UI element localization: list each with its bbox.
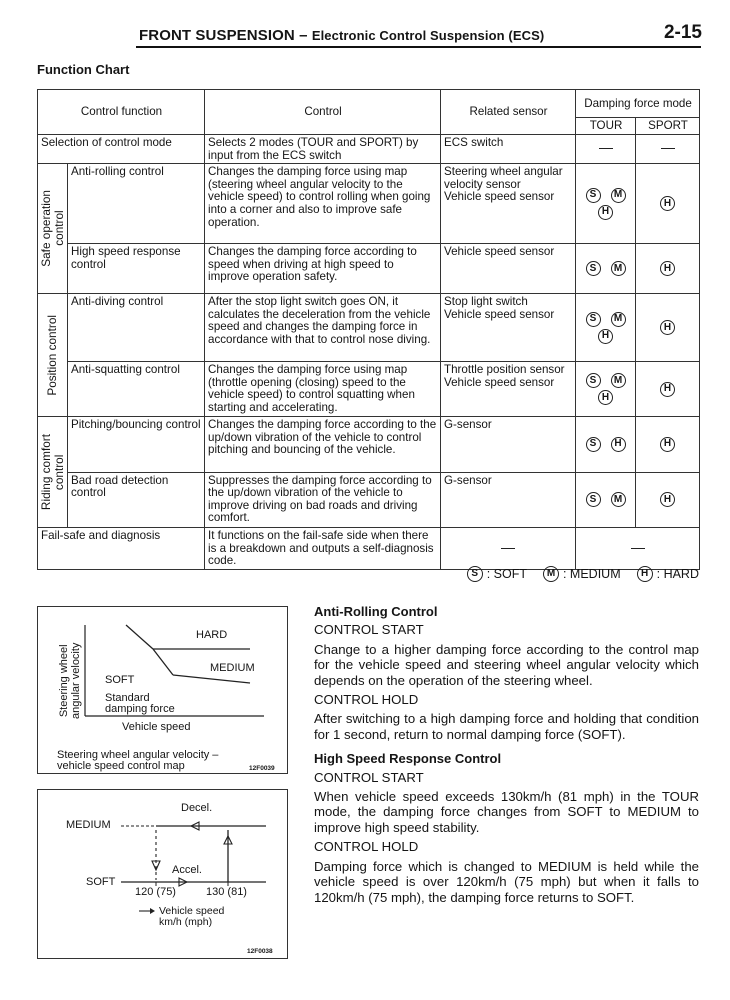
fig2-accel-label: Accel. (172, 864, 202, 876)
table-row (38, 528, 700, 570)
anti-rolling-start-text: Change to a higher damping force according to the control map for the vehicle speed and steering wheel angular velocity which depends on the operation of the steering wheel. (314, 641, 699, 688)
header-title-sub: Electronic Control Suspension (ECS) (311, 28, 545, 43)
high-speed-figure (37, 789, 288, 959)
row-tour-mode (576, 417, 636, 473)
soft-mark: S (586, 492, 601, 507)
hard-mark: H (660, 382, 675, 397)
row-control: Changes the damping force using map (steering wheel angular velocity to the vehicle speed) to control rolling when going into a corner and also to improve safe operation. (205, 164, 441, 244)
row-tour-mode (576, 294, 636, 362)
row-sensor: Vehicle speed sensor (441, 244, 576, 294)
soft-mark: S (586, 437, 601, 452)
fig1-y-label: Steering wheel angular velocity (58, 642, 82, 719)
group-label: Riding comfort control (38, 434, 66, 511)
fig2-x-label-2: km/h (mph) (159, 916, 213, 928)
fig1-standard-label: Standard (105, 692, 150, 704)
soft-mark: S (467, 566, 483, 582)
fig1-soft-label: SOFT (105, 674, 135, 686)
group-riding-comfort (38, 417, 68, 528)
table-row (38, 244, 700, 294)
table-row (38, 164, 700, 244)
group-label: Position control (45, 314, 59, 396)
anti-rolling-hold-caption: CONTROL HOLD (314, 692, 419, 708)
medium-mark: M (543, 566, 559, 582)
hard-mark: H (637, 566, 653, 582)
row-control: Changes the damping force using map (throttle opening (closing) speed to the vehicle speed) to control squatting when starting and accelerating. (205, 362, 441, 417)
row-sensor: Stop light switch Vehicle speed sensor (441, 294, 576, 362)
fig2-code: 12F0038 (247, 948, 273, 955)
high-speed-hold-caption: CONTROL HOLD (314, 839, 419, 855)
hard-mark: H (598, 329, 613, 344)
medium-mark: M (611, 312, 626, 327)
row-sport-mode (636, 164, 700, 244)
hard-mark: H (660, 196, 675, 211)
dash-mark (631, 548, 645, 549)
header-rule (136, 46, 701, 48)
row-sensor: Throttle position sensor Vehicle speed sensor (441, 362, 576, 417)
fig2-x2-label: 130 (81) (206, 886, 247, 898)
header-title (139, 27, 544, 44)
function-chart-table (37, 89, 700, 570)
group-label: Safe operation control (38, 190, 66, 268)
fig1-code: 12F0039 (249, 765, 275, 772)
medium-mark: M (611, 261, 626, 276)
high-speed-diagram (38, 790, 289, 960)
row-function: Anti-rolling control (68, 164, 205, 244)
header-related-sensor: Related sensor (441, 90, 576, 135)
soft-mark: S (586, 261, 601, 276)
row-tour-mode (576, 362, 636, 417)
row-sensor: G-sensor (441, 417, 576, 473)
dash-mark (501, 548, 515, 549)
description-column (314, 604, 699, 909)
row-control: Selects 2 modes (TOUR and SPORT) by input from the ECS switch (205, 135, 441, 164)
medium-mark: M (611, 188, 626, 203)
fig1-hard-label: HARD (196, 629, 228, 641)
soft-mark: S (586, 312, 601, 327)
header-title-dash: – (299, 27, 308, 44)
row-control: Suppresses the damping force according to the up/down vibration of the vehicle to improve driving on bad roads and driving comfort. (205, 472, 441, 528)
header-sport: SPORT (636, 118, 700, 135)
medium-mark: M (611, 373, 626, 388)
table-row (38, 417, 700, 473)
section-title: Function Chart (37, 62, 130, 77)
hard-mark: H (660, 261, 675, 276)
row-sensor: G-sensor (441, 472, 576, 528)
header-damping-force-mode: Damping force mode (576, 90, 700, 118)
high-speed-start-text: When vehicle speed exceeds 130km/h (81 mph) in the TOUR mode, the damping force changes from SOFT to MEDIUM to improve high speed stability. (314, 789, 699, 835)
table-header-row (38, 90, 700, 118)
row-function: Bad road detection control (68, 472, 205, 528)
soft-mark: S (586, 373, 601, 388)
soft-mark: S (586, 188, 601, 203)
row-tour-mode (576, 135, 636, 164)
legend-hard: : HARD (656, 567, 699, 581)
row-tour-mode (576, 472, 636, 528)
fig1-caption-2: vehicle speed control map (57, 760, 185, 772)
page-number: 2-15 (663, 22, 702, 43)
row-sport-mode (636, 362, 700, 417)
anti-rolling-start-caption: CONTROL START (314, 622, 424, 638)
group-safe-operation (38, 164, 68, 294)
fig2-x-label-1: Vehicle speed (159, 905, 225, 917)
row-function: Fail-safe and diagnosis (38, 528, 205, 570)
legend-soft: : SOFT (486, 567, 527, 581)
table-row (38, 294, 700, 362)
table-row (38, 135, 700, 164)
header-tour: TOUR (576, 118, 636, 135)
hard-mark: H (598, 390, 613, 405)
row-control: After the stop light switch goes ON, it calculates the deceleration from the vehicle speed and changes the damping force in accordance with that to control nose diving. (205, 294, 441, 362)
row-function: Anti-diving control (68, 294, 205, 362)
dash-mark (661, 148, 675, 149)
header-title-main: FRONT SUSPENSION (139, 27, 295, 44)
row-control: Changes the damping force according to the up/down vibration of the vehicle to control pitching and bouncing of the vehicle. (205, 417, 441, 473)
row-control: Changes the damping force according to speed when driving at high speed to improve operation safety. (205, 244, 441, 294)
fig1-medium-label: MEDIUM (210, 662, 255, 674)
fig2-soft-label: SOFT (86, 876, 116, 888)
table-row (38, 362, 700, 417)
row-sport-mode (636, 244, 700, 294)
row-tour-mode (576, 244, 636, 294)
row-sensor: Steering wheel angular velocity sensor Vehicle speed sensor (441, 164, 576, 244)
row-function: High speed response control (68, 244, 205, 294)
high-speed-hold-text: Damping force which is changed to MEDIUM is held while the vehicle speed is over 120km/h (75 mph) but when it falls to 120km/h (75 mph), the damping force returns to SOFT. (314, 858, 699, 905)
row-mode (576, 528, 700, 570)
table-row (38, 472, 700, 528)
hard-mark: H (660, 437, 675, 452)
page-header (0, 0, 730, 50)
row-control: It functions on the fail-safe side when there is a breakdown and outputs a self-diagnosis code. (205, 528, 441, 570)
fig1-x-label: Vehicle speed (122, 721, 191, 733)
fig1-damping-label: damping force (105, 703, 175, 715)
row-sport-mode (636, 472, 700, 528)
row-sport-mode (636, 294, 700, 362)
fig2-medium-label: MEDIUM (66, 819, 111, 831)
row-function: Selection of control mode (38, 135, 205, 164)
row-sensor: ECS switch (441, 135, 576, 164)
fig2-x1-label: 120 (75) (135, 886, 176, 898)
row-sport-mode (636, 417, 700, 473)
control-map-figure (37, 606, 288, 774)
high-speed-heading: High Speed Response Control (314, 751, 502, 767)
group-position (38, 294, 68, 417)
fig2-decel-label: Decel. (181, 802, 213, 814)
header-control-function: Control function (38, 90, 205, 135)
row-sport-mode (636, 135, 700, 164)
row-function: Pitching/bouncing control (68, 417, 205, 473)
hard-mark: H (598, 205, 613, 220)
hard-mark: H (660, 492, 675, 507)
hard-mark: H (660, 320, 675, 335)
header-control: Control (205, 90, 441, 135)
medium-mark: M (611, 492, 626, 507)
anti-rolling-hold-text: After switching to a high damping force and holding that condition for 1 second, return to normal damping force (SOFT). (314, 711, 699, 742)
high-speed-start-caption: CONTROL START (314, 769, 424, 785)
row-sensor (441, 528, 576, 570)
legend-medium: : MEDIUM (562, 567, 621, 581)
row-tour-mode (576, 164, 636, 244)
row-function: Anti-squatting control (68, 362, 205, 417)
fig1-caption-1: Steering wheel angular velocity – (57, 749, 219, 761)
hard-mark: H (611, 437, 626, 452)
anti-rolling-heading: Anti-Rolling Control (314, 604, 438, 619)
mode-legend (467, 566, 699, 582)
dash-mark (599, 148, 613, 149)
